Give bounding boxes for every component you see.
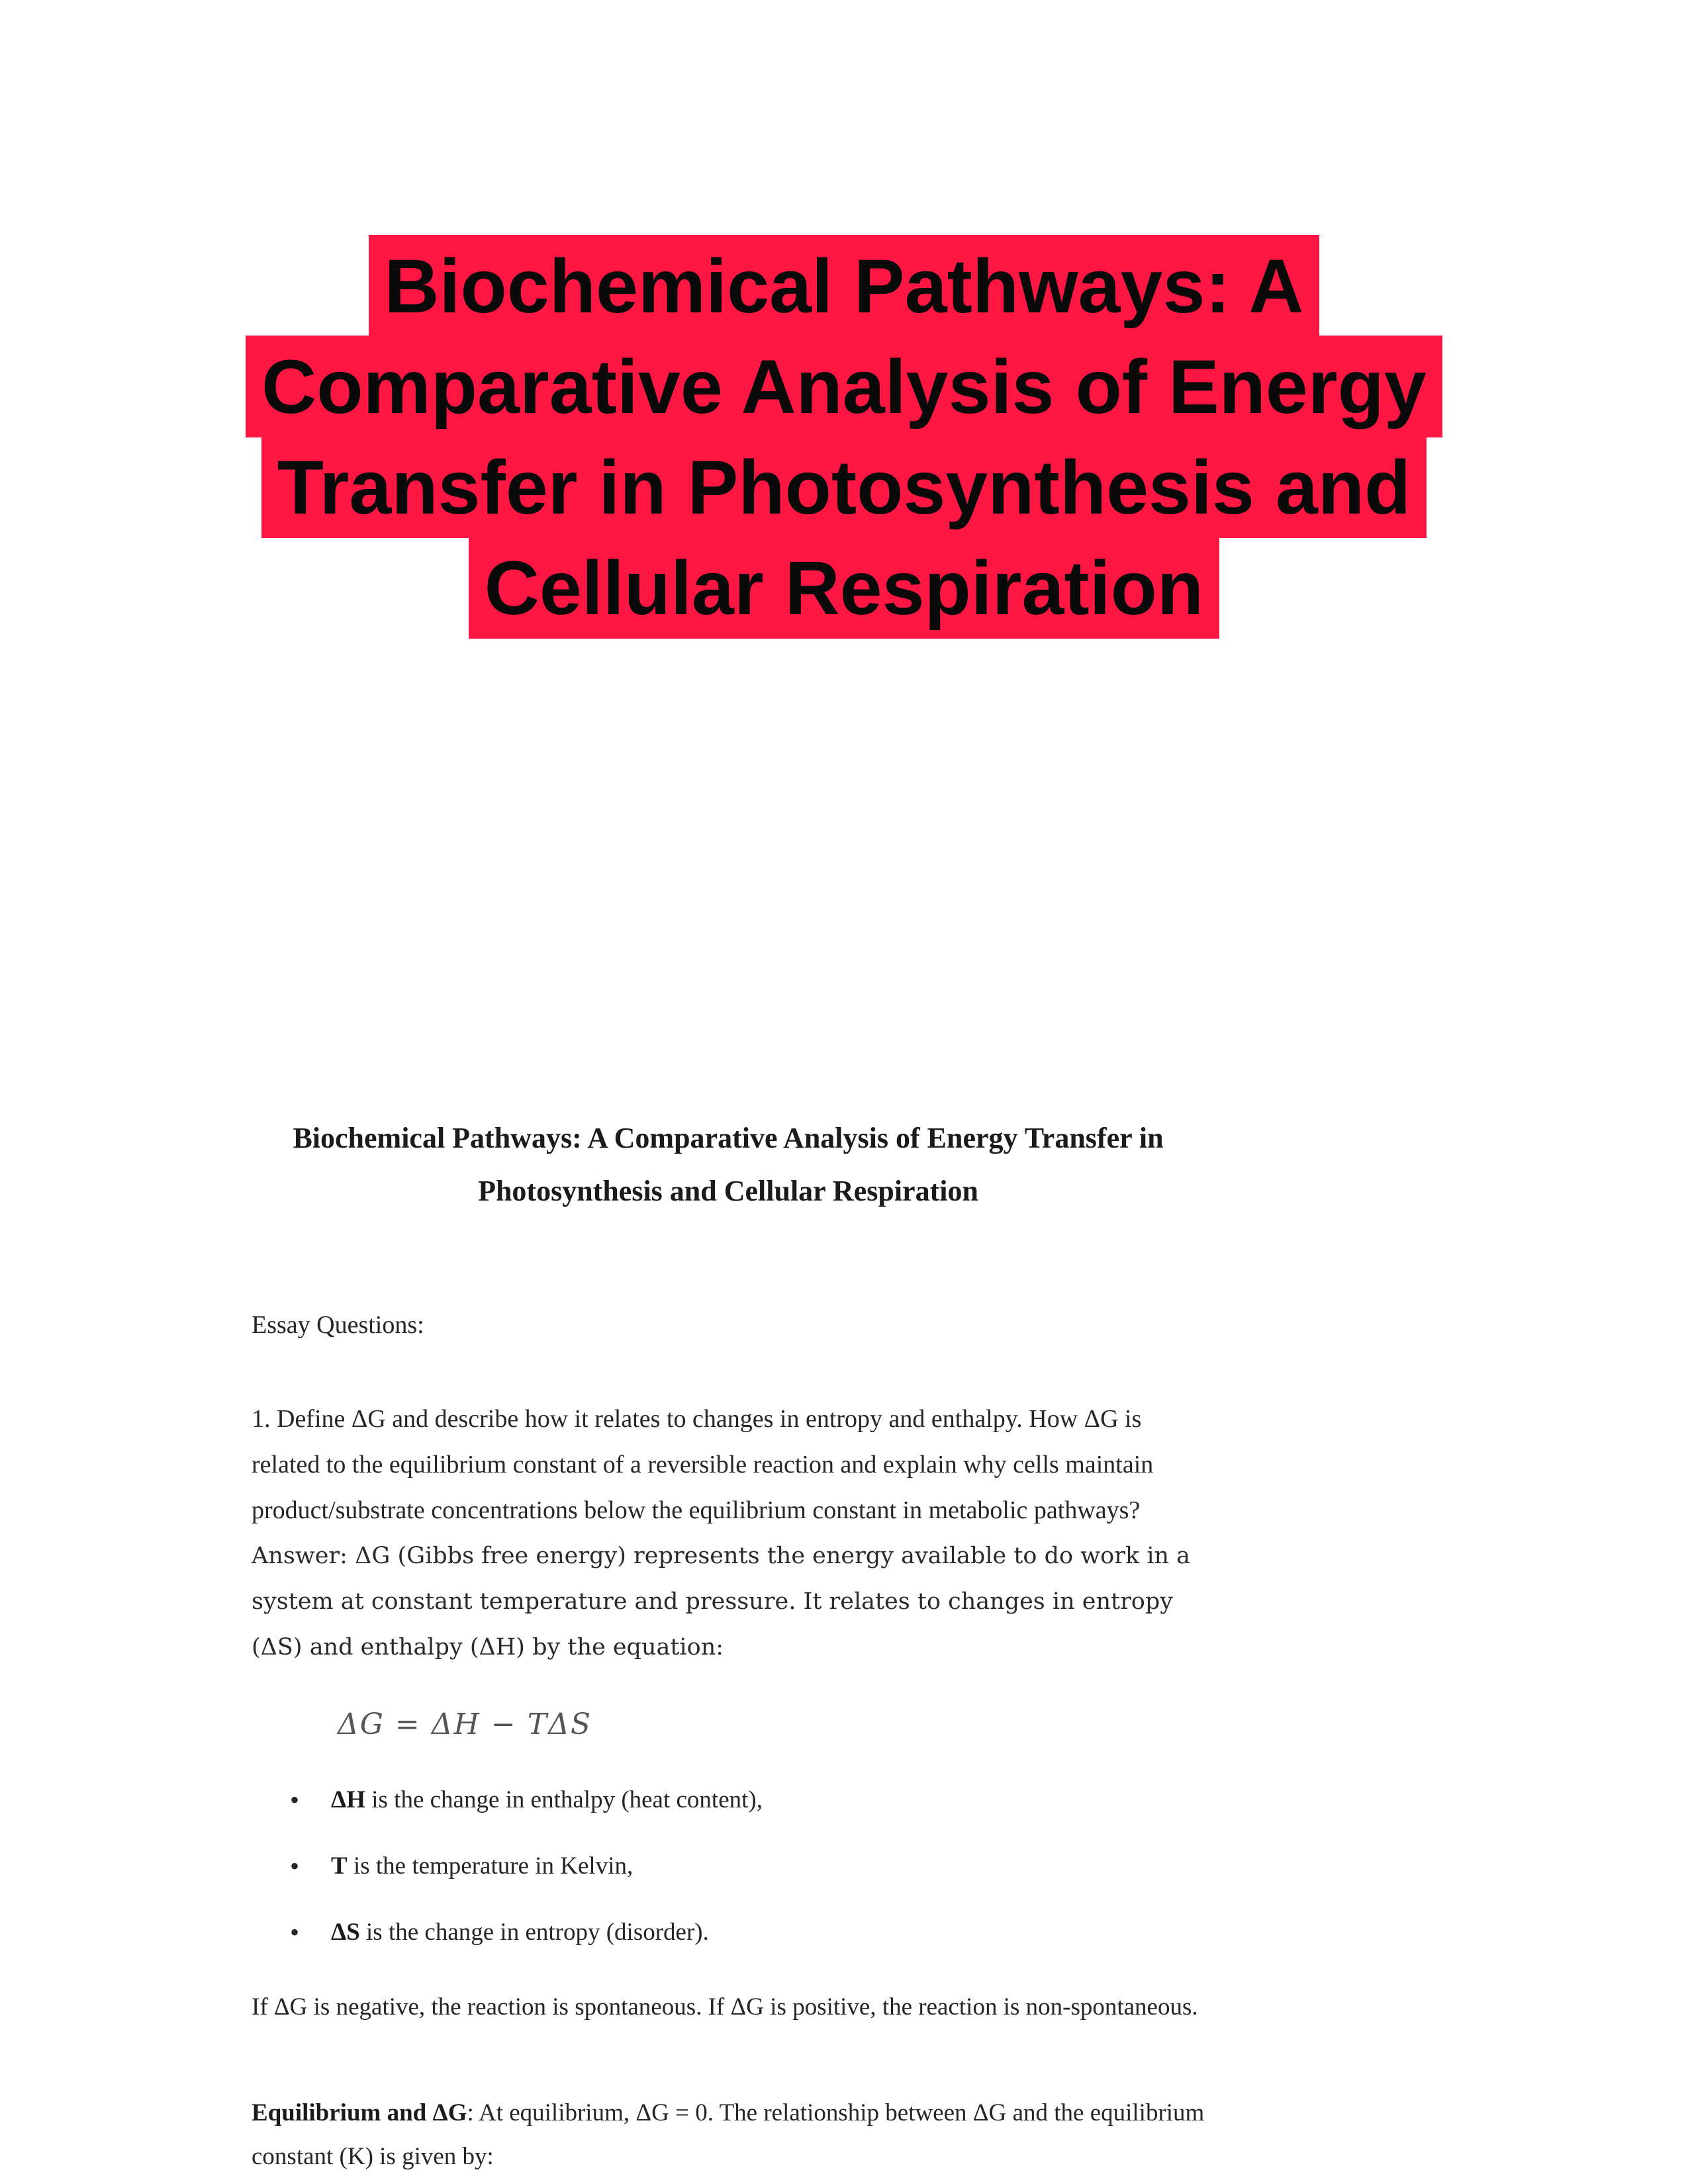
cover-title-line: Cellular Respiration bbox=[0, 537, 1688, 637]
term: T bbox=[331, 1852, 348, 1880]
cover-title-line: Transfer in Photosynthesis and bbox=[0, 436, 1688, 537]
bullet-icon: • bbox=[290, 1851, 300, 1881]
document-title-line: Photosynthesis and Cellular Respiration bbox=[478, 1175, 978, 1207]
question-block bbox=[252, 1396, 1205, 1670]
definition: is the change in enthalpy (heat content), bbox=[365, 1786, 763, 1813]
definition: is the change in entropy (disorder). bbox=[359, 1919, 709, 1946]
document-title-line: Biochemical Pathways: A Comparative Analysis of Energy Transfer in bbox=[293, 1122, 1164, 1154]
spontaneity-paragraph: If ΔG is negative, the reaction is spontaneous. If ΔG is positive, the reaction is non-spontaneous. bbox=[252, 1993, 1198, 2021]
section-label: Essay Questions: bbox=[252, 1311, 424, 1339]
gibbs-equation: ΔG = ΔH − TΔS bbox=[338, 1707, 592, 1741]
answer-text: Answer: ΔG (Gibbs free energy) represents the energy available to do work in a system at constant temperature and pressure. It relates to changes in entropy (ΔS) and enthalpy (ΔH) by the equation: bbox=[252, 1543, 1191, 1661]
list-item bbox=[252, 1780, 763, 1846]
list-item bbox=[252, 1913, 763, 1979]
equilibrium-heading: Equilibrium and ΔG bbox=[252, 2099, 467, 2126]
cover-title-line: Biochemical Pathways: A bbox=[0, 235, 1688, 336]
document-title bbox=[252, 1112, 1205, 1218]
equilibrium-text: : At equilibrium, ΔG = 0. The relationship between ΔG and the equilibrium constant (K) is given by: bbox=[252, 2099, 1205, 2170]
term: ΔS bbox=[331, 1919, 360, 1946]
equilibrium-paragraph bbox=[252, 2091, 1205, 2179]
bullet-icon: • bbox=[290, 1785, 300, 1815]
cover-title-line: Comparative Analysis of Energy bbox=[0, 336, 1688, 436]
definition-list bbox=[252, 1780, 763, 1979]
question-text: 1. Define ΔG and describe how it relates to changes in entropy and enthalpy. How ΔG is related to the equilibrium constant of a reversible reaction and explain why cells maintain product/substrate concentrations below the equilibrium constant in metabolic pathways? bbox=[252, 1405, 1154, 1524]
document-page bbox=[252, 1112, 1205, 2170]
list-item bbox=[252, 1846, 763, 1913]
cover-title bbox=[0, 235, 1688, 637]
bullet-icon: • bbox=[290, 1917, 300, 1947]
term: ΔH bbox=[331, 1786, 365, 1813]
definition: is the temperature in Kelvin, bbox=[347, 1852, 633, 1880]
